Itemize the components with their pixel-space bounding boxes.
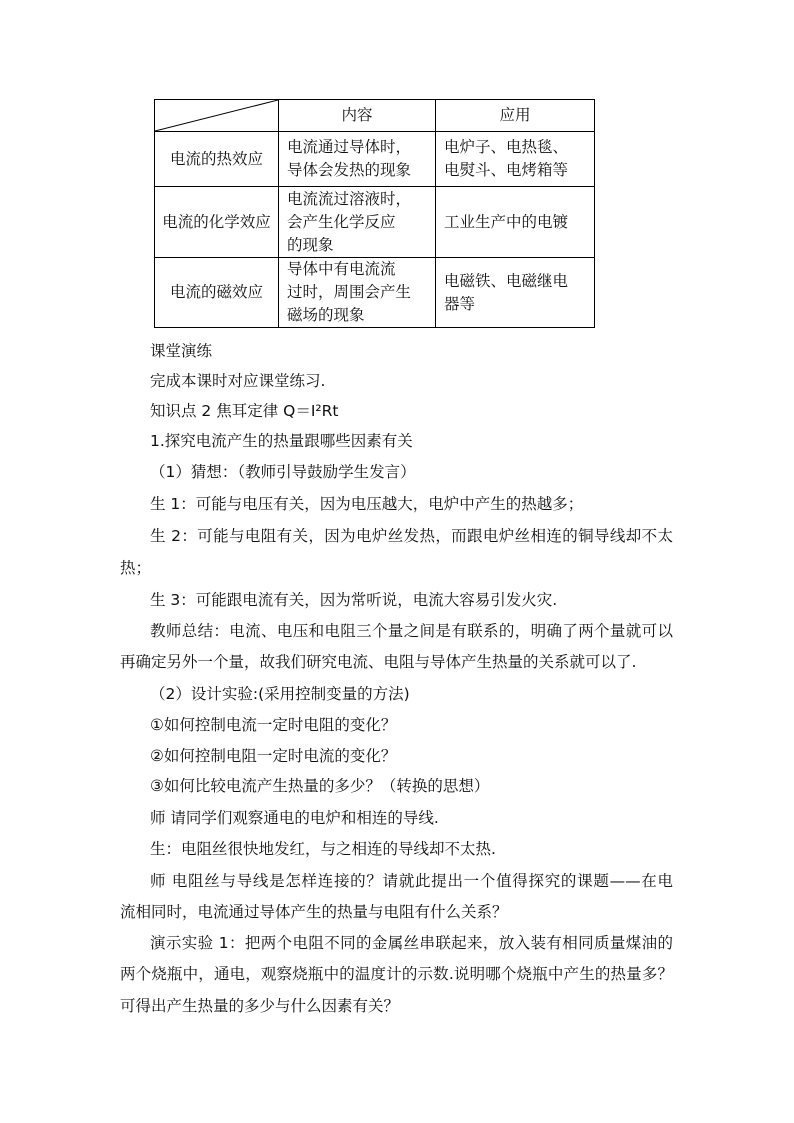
effect-application: 电炉子、电热毯、 电熨斗、电烤箱等 <box>436 132 595 187</box>
electric-effects-table <box>154 99 595 328</box>
table-row <box>155 187 595 258</box>
section-heading: 课堂演练 <box>150 342 213 360</box>
paragraph-line: 师 请同学们观察通电的电炉和相连的导线. <box>150 809 439 827</box>
effect-application: 电磁铁、电磁继电 器等 <box>436 258 595 328</box>
effect-content: 电流流过溶液时， 会产生化学反应 的现象 <box>279 187 436 258</box>
paragraph-line: 两个烧瓶中，通电，观察烧瓶中的温度计的示数.说明哪个烧瓶中产生的热量多？ <box>120 965 673 983</box>
paragraph-line: ①如何控制电流一定时电阻的变化？ <box>150 716 397 734</box>
paragraph-line: 再确定另外一个量，故我们研究电流、电阻与导体产生热量的关系就可以了. <box>120 653 637 671</box>
paragraph-line: 生 2：可能与电阻有关，因为电炉丝发热，而跟电炉丝相连的铜导线却不太 <box>150 527 673 545</box>
header-application: 应用 <box>436 100 595 132</box>
table-row <box>155 132 595 187</box>
paragraph-line: 完成本课时对应课堂练习. <box>150 372 326 390</box>
paragraph-line: （2）设计实验:(采用控制变量的方法) <box>150 685 410 703</box>
header-content: 内容 <box>279 100 436 132</box>
knowledge-point-heading: 知识点 2 焦耳定律 Q＝I²Rt <box>150 402 339 420</box>
effect-name: 电流的化学效应 <box>155 187 279 258</box>
paragraph-line: 1.探究电流产生的热量跟哪些因素有关 <box>150 432 413 450</box>
effect-content: 导体中有电流流 过时，周围会产生 磁场的现象 <box>279 258 436 328</box>
table-corner-cell <box>155 100 279 132</box>
table-row <box>155 258 595 328</box>
paragraph-line: 教师总结：电流、电压和电阻三个量之间是有联系的，明确了两个量就可以 <box>150 622 673 640</box>
effect-name: 电流的磁效应 <box>155 258 279 328</box>
paragraph-line: 师 电阻丝与导线是怎样连接的？请就此提出一个值得探究的课题——在电 <box>150 872 673 890</box>
paragraph-line: 生 1：可能与电压有关，因为电压越大，电炉中产生的热越多； <box>150 495 584 513</box>
paragraph-line: 热； <box>120 559 152 577</box>
effect-application: 工业生产中的电镀 <box>436 187 595 258</box>
paragraph-line: 演示实验 1：把两个电阻不同的金属丝串联起来，放入装有相同质量煤油的 <box>150 934 673 952</box>
paragraph-line: ③如何比较电流产生热量的多少？（转换的思想） <box>150 777 490 795</box>
paragraph-line: 流相同时，电流通过导体产生的热量与电阻有什么关系？ <box>120 903 508 921</box>
effect-content: 电流通过导体时， 导体会发热的现象 <box>279 132 436 187</box>
paragraph-line: 可得出产生热量的多少与什么因素有关？ <box>120 997 400 1015</box>
paragraph-line: ②如何控制电阻一定时电流的变化？ <box>150 747 397 765</box>
paragraph-line: （1）猜想：（教师引导鼓励学生发言） <box>150 463 416 481</box>
diagonal-divider <box>155 100 278 131</box>
paragraph-line: 生 3：可能跟电流有关，因为常听说，电流大容易引发火灾. <box>150 591 558 609</box>
effect-name: 电流的热效应 <box>155 132 279 187</box>
paragraph-line: 生：电阻丝很快地发红，与之相连的导线却不太热. <box>150 840 496 858</box>
table-header-row <box>155 100 595 132</box>
